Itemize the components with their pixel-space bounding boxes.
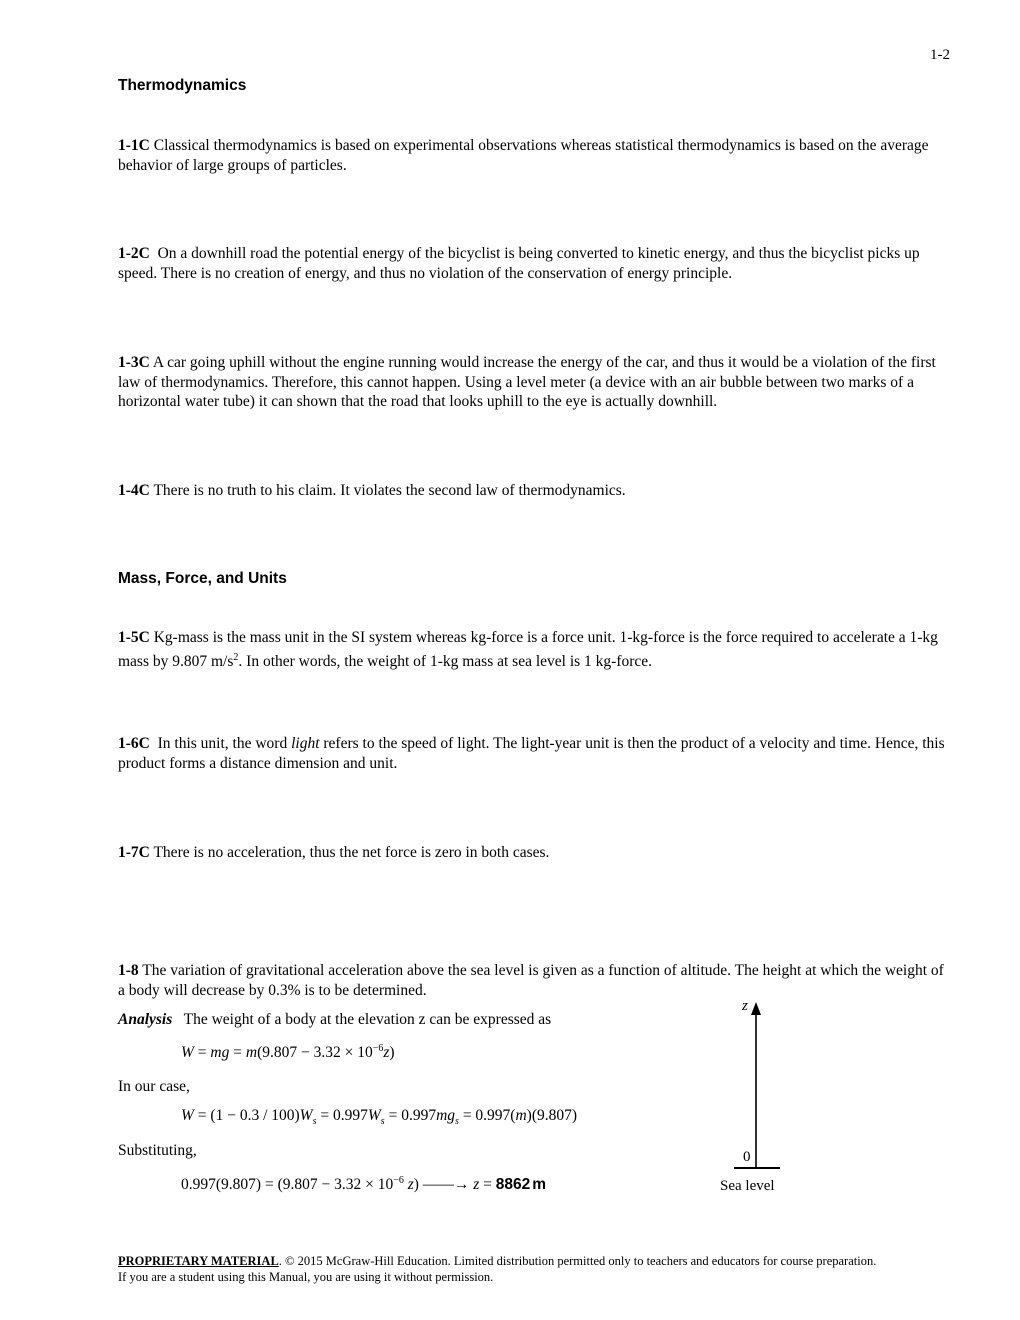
problem-label: 1-3C	[118, 354, 150, 371]
problem-1-8	[118, 961, 953, 1000]
sea-level-label: Sea level	[720, 1178, 775, 1194]
problem-text: On a downhill road the potential energy of the bicyclist is being converted to kinetic energy, and thus the bicyclist picks up speed. There is no creation of energy, and thus no violation of the conservation of energy principle.	[118, 245, 920, 282]
problem-1-6c	[118, 734, 953, 773]
problem-label: 1-1C	[118, 137, 150, 154]
result-unit: m	[532, 1176, 547, 1194]
problem-1-5c	[118, 628, 953, 671]
footer-line-1	[118, 1253, 958, 1269]
problem-text: A car going uphill without the engine running would increase the energy of the car, and thus it would be a violation of the first law of thermodynamics. Therefore, this cannot happen. Using a level meter (a device with an air bubble between two marks of a horizontal water tube) it can shown that the road that looks uphill to the eye is actually downhill.	[118, 354, 936, 410]
footer	[118, 1253, 958, 1285]
footer-line-2: If you are a student using this Manual, you are using it without permission.	[118, 1270, 494, 1284]
analysis-label: Analysis	[118, 1011, 173, 1028]
proprietary-label: PROPRIETARY MATERIAL	[118, 1254, 279, 1268]
z-axis-label: z	[742, 998, 748, 1014]
problem-1-1c	[118, 136, 953, 175]
superscript: 2	[233, 651, 239, 663]
arrow-up-icon	[751, 1002, 761, 1015]
altitude-diagram	[700, 990, 810, 1205]
problem-label: 1-8	[118, 962, 139, 979]
equation-result: $0.997(9.807) = (9.807 - 3.32 \times 10^{-6}$ z) ——→ z = 8862 m	[181, 1175, 547, 1194]
problem-text-continued: . In other words, the weight of 1-kg mass at sea level is 1 kg-force.	[238, 652, 653, 670]
problem-label: 1-2C	[118, 245, 150, 262]
italic-word: light	[291, 735, 320, 752]
problem-label: 1-6C	[118, 735, 150, 752]
problem-text: Kg-mass is the mass unit in the SI system whereas kg-force is a force unit. 1-kg-force is the force required to accelerate a 1-kg mass by 9.807 m/s	[118, 629, 938, 670]
page-number: 1-2	[930, 47, 950, 63]
analysis-text: The weight of a body at the elevation z can be expressed as	[183, 1011, 552, 1028]
analysis-line	[118, 1010, 678, 1030]
section-heading-thermodynamics: Thermodynamics	[118, 77, 247, 94]
problem-1-4c	[118, 481, 953, 501]
problem-text-continued: refers to the speed of light. The light-year unit is then the product of a velocity and time. Hence, this product forms a distance dimension and unit.	[118, 735, 945, 772]
problem-1-3c	[118, 353, 953, 412]
footer-line-1-text: . © 2015 McGraw-Hill Education. Limited distribution permitted only to teachers and educators for course preparation.	[278, 1254, 877, 1268]
problem-label: 1-4C	[118, 482, 150, 499]
problem-text: Classical thermodynamics is based on experimental observations whereas statistical thermodynamics is based on the average behavior of large groups of particles.	[118, 137, 929, 174]
problem-1-2c	[118, 244, 953, 283]
equation-weight: W = mg = $m(9.807 - 3.32 \times 10^{-6}z)$	[181, 1043, 395, 1062]
substituting-text: Substituting,	[118, 1142, 197, 1159]
in-our-case-text: In our case,	[118, 1078, 190, 1095]
section-heading-mass-force-units: Mass, Force, and Units	[118, 570, 287, 587]
problem-text: The variation of gravitational acceleration above the sea level is given as a function of altitude. The height at which the weight of a body will decrease by 0.3% is to be determined.	[118, 962, 944, 999]
problem-1-7c	[118, 843, 953, 863]
problem-label: 1-7C	[118, 844, 150, 861]
result-value: 8862	[495, 1176, 531, 1194]
zero-label: 0	[743, 1149, 751, 1165]
problem-text: There is no acceleration, thus the net force is zero in both cases.	[153, 844, 550, 861]
problem-text: In this unit, the word	[157, 735, 288, 752]
problem-label: 1-5C	[118, 629, 150, 646]
equation-in-our-case: $W = (1 - 0.3 / 100)W_s = 0.997W_s = 0.997mg_s = 0.997(m)(9.807)$	[181, 1107, 578, 1128]
problem-text: There is no truth to his claim. It violates the second law of thermodynamics.	[153, 482, 626, 499]
